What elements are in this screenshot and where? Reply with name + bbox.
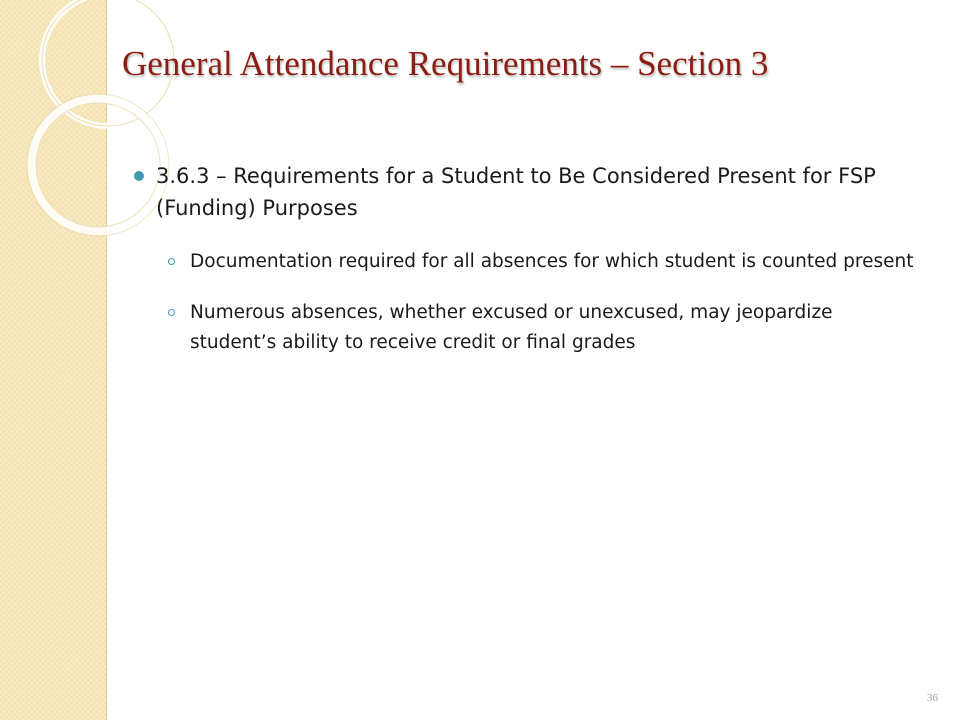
page-number: 36 xyxy=(927,692,938,704)
sub-bullet-item xyxy=(134,247,914,277)
sub-bullet-ring-icon xyxy=(168,258,175,265)
slide-body xyxy=(134,160,914,358)
sub-bullet-text: Documentation required for all absences for which student is counted present xyxy=(190,251,914,272)
bullet-text: 3.6.3 – Requirements for a Student to Be Considered Present for FSP (Funding) Purposes xyxy=(156,164,876,220)
sub-bullet-item xyxy=(134,298,914,358)
bullet-dot-icon xyxy=(134,171,144,181)
decorative-side-band xyxy=(0,0,107,720)
sub-bullet-text: Numerous absences, whether excused or unexcused, may jeopardize student’s ability to receive credit or final grades xyxy=(190,302,833,353)
sub-bullet-ring-icon xyxy=(168,309,175,316)
bullet-item xyxy=(134,160,914,224)
slide-title: General Attendance Requirements – Section 3 xyxy=(122,44,769,83)
